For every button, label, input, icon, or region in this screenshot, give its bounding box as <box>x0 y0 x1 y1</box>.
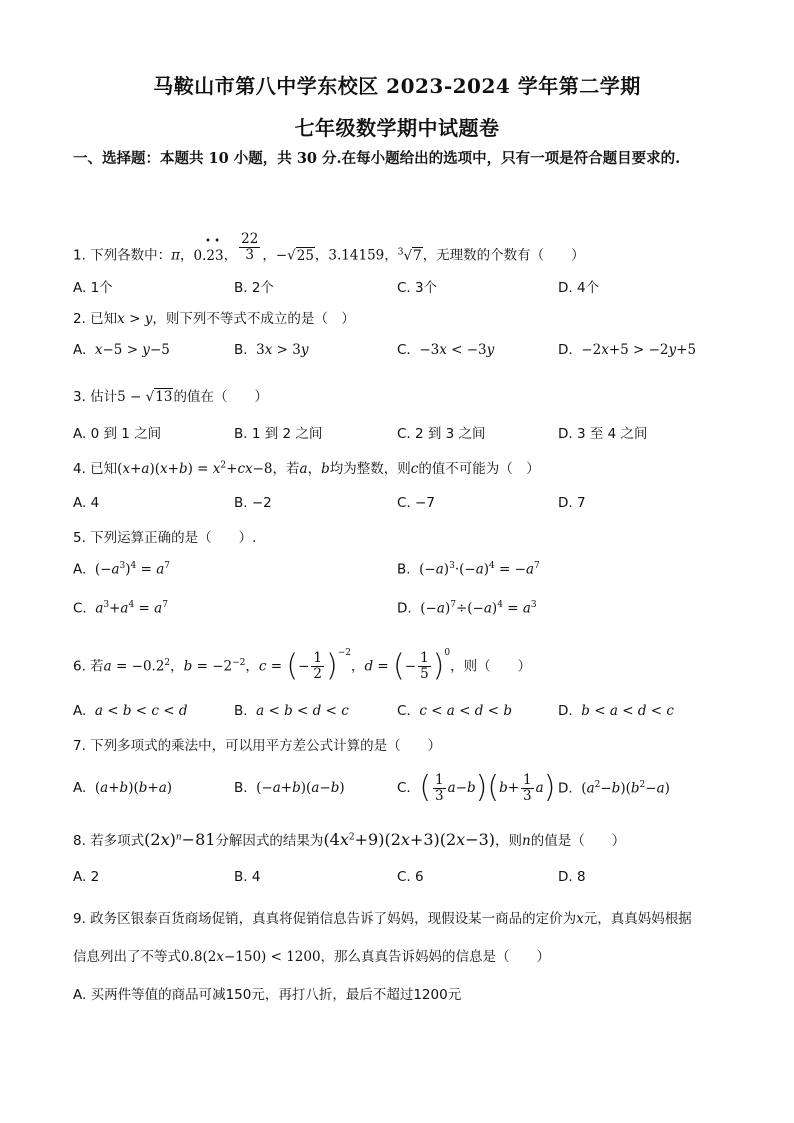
section-heading: 一、选择题：本题共 10 小题，共 30 分.在每小题给出的选项中，只有一项是符合题目要求的. <box>73 150 681 167</box>
question-3: 3. 估计5 − √13的值在（ ） <box>73 389 268 405</box>
question-9-line2-prefix: 信息列出了不等式 <box>73 949 181 965</box>
q7-option-a: A. (a+b)(b+a) <box>73 780 173 796</box>
question-8: 8. 若多项式$(2x)^n-81$分解因式的结果为$(4x^2+9)(2x+3)(2x-3)$，则n的值是（ ） <box>73 830 626 849</box>
question-1-prefix: 1. 下列各数中： <box>73 247 172 264</box>
q3-option-c: C. 2 到 3 之间 <box>397 426 486 442</box>
question-9-line1-prefix: 9. 政务区银泰百货商场促销，真真将促销信息告诉了妈妈，现假设某一商品的定价为 <box>73 911 577 927</box>
q5-option-a: A. $(-a^3)^4 = a^7$ <box>73 561 170 578</box>
q8-option-c: C. 6 <box>397 869 424 885</box>
question-5: 5. 下列运算正确的是（ ）. <box>73 530 257 546</box>
question-9-line2-suffix: ，那么真真告诉妈妈的信息是（ ） <box>320 949 551 965</box>
q6-option-c: C. c < a < d < b <box>397 703 512 719</box>
q8-option-b: B. 4 <box>234 869 261 885</box>
question-4-suffix: 的值不可能为（ ） <box>418 461 540 477</box>
q3-option-d: D. 3 至 4 之间 <box>558 426 648 442</box>
q4-option-a: A. 4 <box>73 495 100 511</box>
q6-option-a: A. a < b < c < d <box>73 703 188 719</box>
q1-option-d: D. 4个 <box>558 280 600 296</box>
q2-option-d: D. −2x+5 > −2y+5 <box>558 342 697 358</box>
question-9-line1-suffix: 元，真真妈妈根据 <box>583 911 692 927</box>
question-7: 7. 下列多项式的乘法中，可以用平方差公式计算的是（ ） <box>73 738 442 754</box>
question-8-prefix: 8. 若多项式 <box>73 833 145 849</box>
q5-option-c: C. $a^3+a^4 = a^7$ <box>73 600 168 617</box>
q4-option-c: C. −7 <box>397 495 435 511</box>
question-6-suffix: ，则（ ） <box>450 658 532 675</box>
q4-option-d: D. 7 <box>558 495 586 511</box>
question-6: 6. 若$a = -0.2^2$，$b = -2^{-2}$，c = (− $\frac{1}{2}$ )$^{-2}$，d = (− $\frac{1}{5}$ )$^0$，则（ ） <box>73 648 532 684</box>
q3-option-b: B. 1 到 2 之间 <box>234 426 323 442</box>
q2-option-c: C. −3x < −3y <box>397 342 495 358</box>
q4-option-b: B. −2 <box>234 495 272 511</box>
q7-option-c: C. ( $\frac{1}{3}$ a−b)(b+ $\frac{1}{3}$ a) <box>397 770 556 805</box>
question-2-suffix: ，则下列不等式不成立的是（ ） <box>152 311 355 327</box>
q3-option-a: A. 0 到 1 之间 <box>73 426 162 442</box>
question-1-suffix: ，无理数的个数有（ ） <box>422 247 585 264</box>
q5-option-d: D. $(-a)^7\div(-a)^4 = a^3$ <box>397 600 537 617</box>
q8-option-d: D. 8 <box>558 869 586 885</box>
q9-option-a: A. 买两件等值的商品可减150元，再打八折，最后不超过1200元 <box>73 987 462 1003</box>
question-8-middle: 分解因式的结果为 <box>215 833 324 849</box>
question-3-suffix: 的值在（ ） <box>173 389 268 405</box>
question-4: 4. 已知$(x+a)(x+b) = x^2+cx-8$，若a，b均为整数，则c的值不可能为（ ） <box>73 460 540 477</box>
q7-option-d: D. $(a^2-b)(b^2-a)$ <box>558 780 670 797</box>
q1-option-a: A. 1个 <box>73 280 113 296</box>
q8-option-a: A. 2 <box>73 869 100 885</box>
q6-option-d: D. b < a < d < c <box>558 703 674 719</box>
question-2-prefix: 2. 已知 <box>73 311 118 327</box>
q1-option-b: B. 2个 <box>234 280 274 296</box>
q1-option-c: C. 3个 <box>397 280 438 296</box>
question-3-prefix: 3. 估计 <box>73 389 118 405</box>
q2-option-a: A. x−5 > y−5 <box>73 342 170 358</box>
exam-school-title: 马鞍山市第八中学东校区 2023-2024 学年第二学期 <box>153 74 641 98</box>
q2-option-b: B. 3x > 3y <box>234 342 309 358</box>
exam-paper-title: 七年级数学期中试题卷 <box>294 116 500 140</box>
question-8-suffix: 的值是（ ） <box>530 833 626 849</box>
question-4-prefix: 4. 已知 <box>73 461 118 477</box>
question-6-prefix: 6. 若 <box>73 658 104 675</box>
q5-option-b: B. $(-a)^3\cdot(-a)^4 = -a^7$ <box>397 561 540 578</box>
question-1: 1. 下列各数中：π，0.23 • • ， $\frac{22}{3}$ ，−√25，3.14159，$^3$√7，无理数的个数有（ ） <box>73 231 585 264</box>
q7-option-b: B. (−a+b)(a−b) <box>234 780 345 796</box>
q6-option-b: B. a < b < d < c <box>234 703 349 719</box>
question-2: 2. 已知x > y，则下列不等式不成立的是（ ） <box>73 311 355 327</box>
question-9: 9. 政务区银泰百货商场促销，真真将促销信息告诉了妈妈，现假设某一商品的定价为x元，真真妈妈根据 信息列出了不等式0.8(2x−150) < 1200，那么真真告诉妈妈的信息是（ ） A. 买两件等值的商品可减150元，再打八折，最后不超过1200元 <box>73 911 692 1003</box>
